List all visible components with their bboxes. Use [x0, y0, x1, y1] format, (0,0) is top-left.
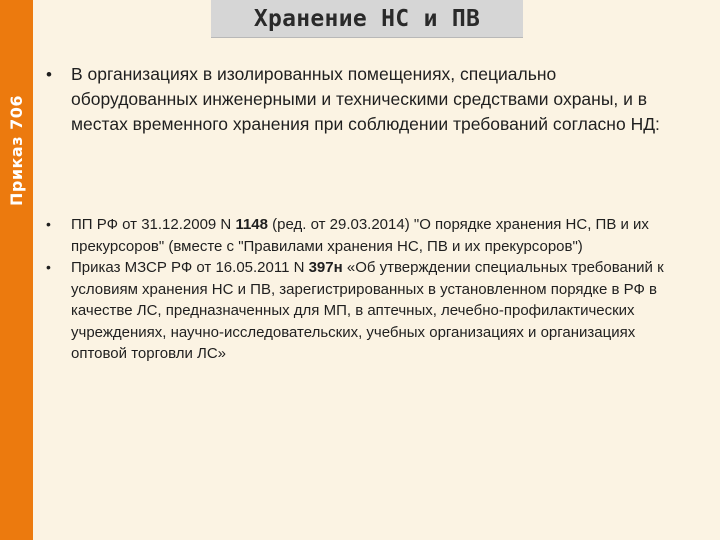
sub-point-suffix: «Об утверждении специальных требований к условиям хранения НС и ПВ, зарегистрированных в установленном порядке в РФ в качестве ЛС, предназначенных для МП, в аптечных, лечебно-профилактических учреждениях, научно-исследовательских, учебных организациях и организациях оптовой торговли ЛС»: [71, 259, 664, 362]
sub-point-number: 397н: [308, 259, 343, 276]
main-point: [46, 62, 686, 137]
main-point-text: В организациях в изолированных помещениях, специально оборудованных инженерными и техническими средствами охраны, и в местах временного хранения при соблюдении требований согласно НД:: [71, 64, 660, 134]
bullet-icon: •: [46, 259, 51, 275]
sub-point-prefix: Приказ МЗСР РФ от 16.05.2011 N: [71, 259, 309, 276]
main-list: [46, 62, 686, 137]
page-title: Хранение НС и ПВ: [253, 5, 481, 32]
list-item: [46, 214, 686, 257]
sidebar-label: Приказ 706: [7, 94, 27, 206]
sub-list: [46, 214, 686, 365]
sidebar: [0, 0, 33, 540]
sub-point-prefix: ПП РФ от 31.12.2009 N: [71, 216, 236, 233]
title-bar: [211, 0, 523, 38]
sub-point-number: 1148: [235, 216, 268, 233]
bullet-icon: •: [46, 216, 51, 232]
sidebar-label-container: [0, 0, 33, 300]
list-item: [46, 257, 686, 365]
bullet-icon: •: [46, 65, 52, 84]
sub-point-suffix: (ред. от 29.03.2014) "О порядке хранения НС, ПВ и их прекурсоров" (вместе с "Правилами хранения НС, ПВ и их прекурсоров"): [71, 216, 649, 255]
